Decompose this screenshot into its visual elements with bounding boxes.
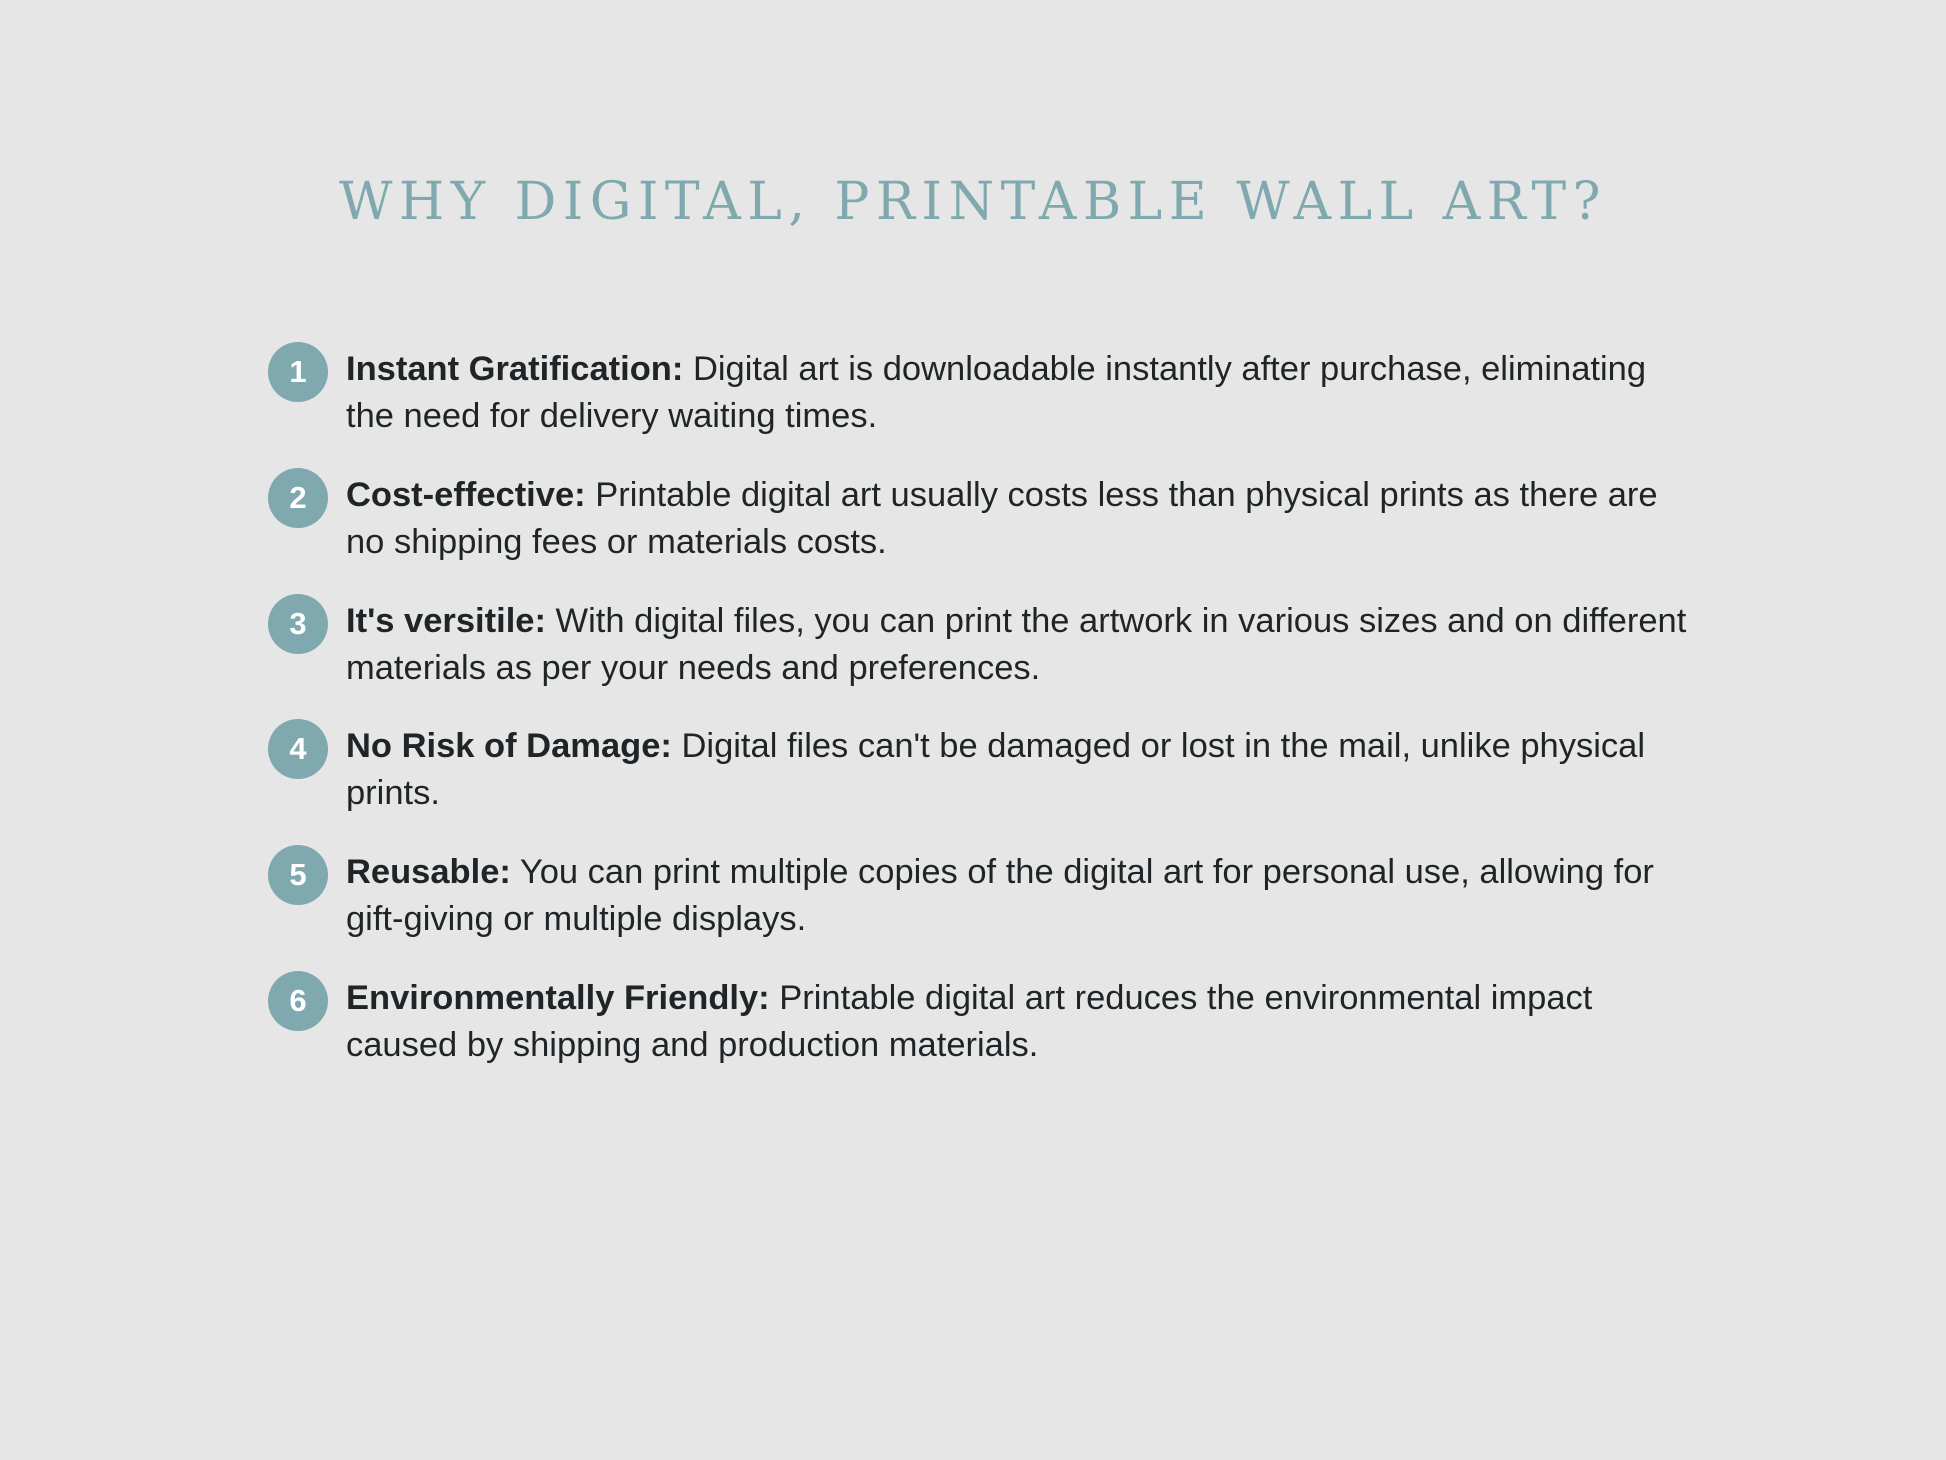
list-item-number-badge: 5	[268, 845, 328, 905]
list-item-number-badge: 6	[268, 971, 328, 1031]
page-title: WHY DIGITAL, PRINTABLE WALL ART?	[338, 172, 1608, 232]
list-item-lead: Environmentally Friendly:	[346, 979, 770, 1018]
list-item-body: You can print multiple copies of the digital art for personal use, allowing for gift-giving or multiple displays.	[346, 853, 1654, 939]
list-item-body: Digital files can't be damaged or lost in the mail, unlike physical prints.	[346, 727, 1645, 813]
list-item-body: Digital art is downloadable instantly after purchase, eliminating the need for delivery waiting times.	[346, 350, 1647, 435]
list-item	[268, 466, 1688, 566]
list-item-lead: Instant Gratification:	[346, 350, 684, 388]
list-item-body: Printable digital art usually costs less than physical prints as there are no shipping fees or materials costs.	[346, 475, 1658, 561]
list-item-number-badge: 4	[268, 719, 328, 779]
list-item-body: With digital files, you can print the artwork in various sizes and on different materials as per your needs and preferences.	[346, 601, 1687, 687]
list-item-text	[346, 969, 1688, 1069]
benefits-list	[268, 340, 1688, 1095]
list-item-lead: Reusable:	[346, 853, 511, 892]
list-item-text	[346, 466, 1688, 566]
list-item-lead: It's versitile:	[346, 601, 546, 640]
list-item-text	[346, 592, 1688, 692]
list-item-text	[346, 717, 1688, 817]
list-item-body: Printable digital art reduces the environmental impact caused by shipping and production materials.	[346, 979, 1593, 1064]
list-item	[268, 843, 1688, 943]
list-item-number-badge: 1	[268, 342, 328, 402]
list-item	[268, 969, 1688, 1069]
list-item-text	[346, 843, 1688, 943]
list-item-number-badge: 2	[268, 468, 328, 528]
list-item-lead: No Risk of Damage:	[346, 727, 672, 766]
list-item-number-badge: 3	[268, 594, 328, 654]
list-item-lead: Cost-effective:	[346, 475, 586, 514]
list-item	[268, 340, 1688, 440]
list-item-text	[346, 340, 1688, 440]
list-item	[268, 592, 1688, 692]
list-item	[268, 717, 1688, 817]
